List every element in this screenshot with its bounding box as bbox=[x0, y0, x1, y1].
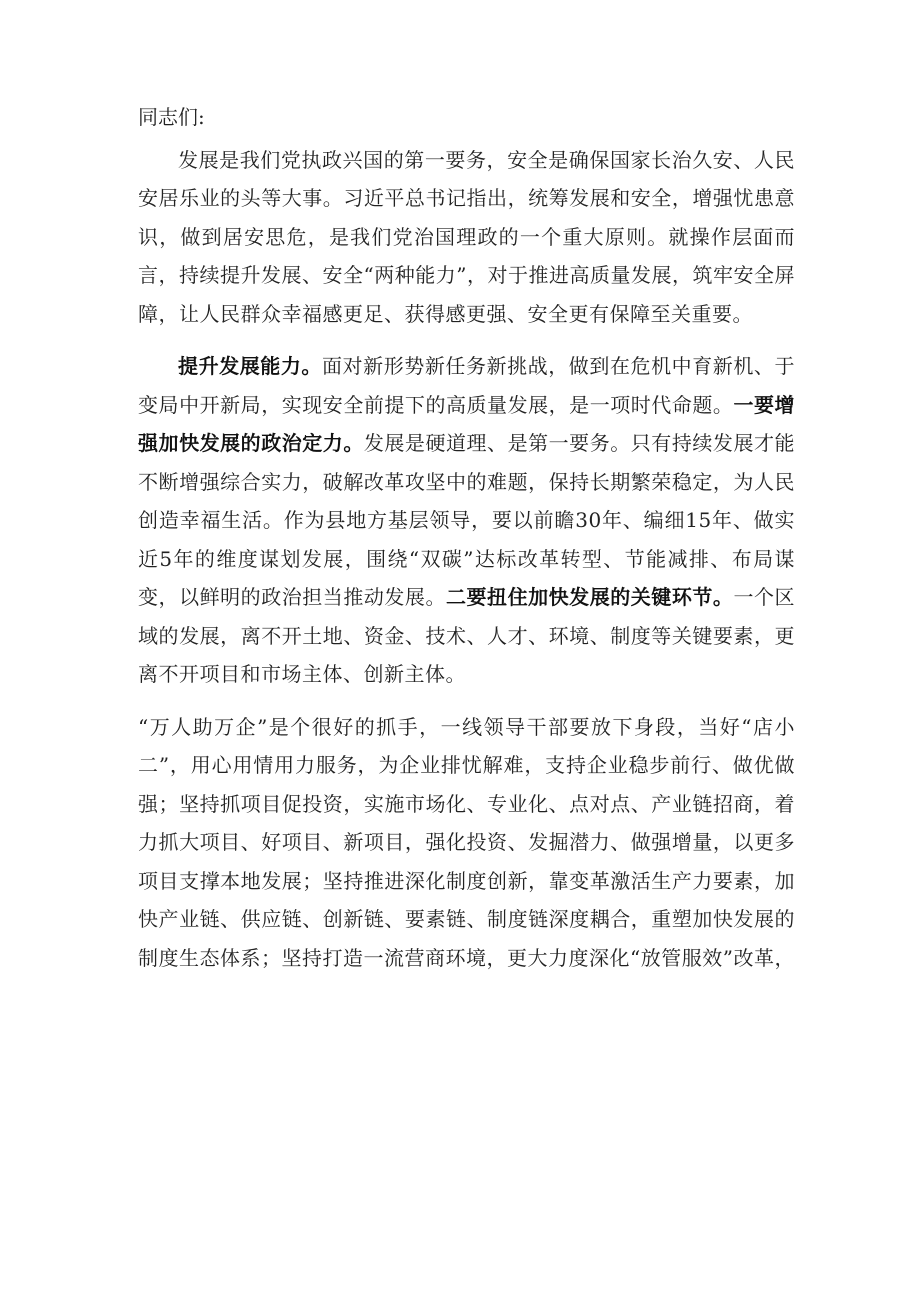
salutation: 同志们: bbox=[138, 105, 205, 129]
subheading-key-links: 二要扭住加快发展的关键环节。 bbox=[445, 585, 734, 609]
subheading-political-resolve: 一要增强加快发展的政治定力。 bbox=[138, 392, 796, 455]
paragraph-intro-text: 发展是我们党执政兴国的第一要务，安全是确保国家长治久安、人民安居乐业的头等大事。习近平总书记指出，统筹发展和安全，增强忧患意识，做到居安思危，是我们党治国理政的一个重大原则。就操作层面而言，持续提升发展、安全“两种能力”，对于推进高质量发展，筑牢安全屏障，让人民群众幸福感更足、获得感更强、安全更有保障至关重要。 bbox=[138, 147, 795, 326]
paragraph-development-capability bbox=[138, 347, 795, 694]
paragraph-intro bbox=[138, 141, 795, 334]
paragraph-text: 一个区域的发展，离不开土地、资金、技术、人才、环境、制度等关键要素，更离不开项目和市场主体、创新主体。 bbox=[138, 585, 796, 686]
paragraph-text: 面对新形势新任务新挑战，做到在危机中育新机、于变局中开新局，实现安全前提下的高质量发展，是一项时代命题。 bbox=[138, 354, 796, 417]
paragraph-text: 发展是硬道理、是第一要务。只有持续发展才能不断增强综合实力，破解改革攻坚中的难题，保持长期繁荣稳定，为人民创造幸福生活。作为县地方基层领导，要以前瞻30年、编细15年、做实近5年的维度谋划发展，围绕“双碳”达标改革转型、节能减排、布局谋变，以鲜明的政治担当推动发展。 bbox=[138, 431, 796, 609]
paragraph-enterprise-support bbox=[138, 708, 795, 978]
section-heading-development: 提升发展能力。 bbox=[178, 354, 322, 378]
paragraph-enterprise-text: “万人助万企”是个很好的抓手，一线领导干部要放下身段，当好“店小二”，用心用情用力服务，为企业排忧解难，支持企业稳步前行、做优做强；坚持抓项目促投资，实施市场化、专业化、点对点、产业链招商，着力抓大项目、好项目、新项目，强化投资、发掘潜力、做强增量，以更多项目支撑本地发展；坚持推进深化制度创新，靠变革激活生产力要素，加快产业链、供应链、创新链、要素链、制度链深度耦合，重塑加快发展的制度生态体系；坚持打造一流营商环境，更大力度深化“放管服效”改革， bbox=[138, 714, 795, 970]
document-page bbox=[138, 98, 795, 991]
